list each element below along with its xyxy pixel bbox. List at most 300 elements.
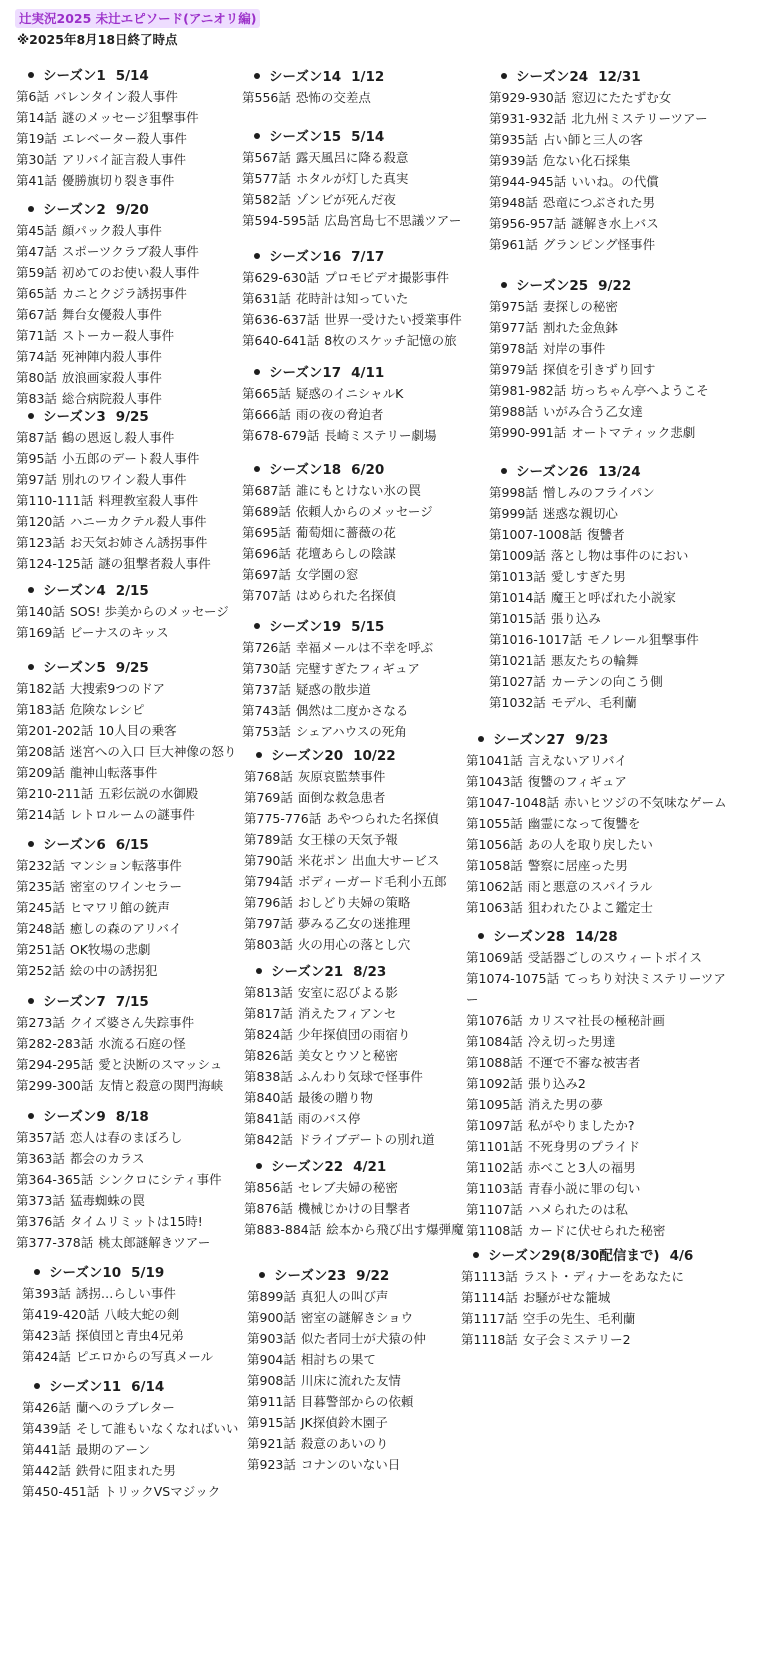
page-title: 辻実況2025 未辻エピソード(アニオリ編) [15,9,260,28]
episode-title: バレンタイン殺人事件 [53,89,178,104]
episode-title: 殺意のあいのり [300,1436,389,1451]
episode-title: 優勝旗切り裂き事件 [61,173,175,188]
episode-number: 第41話 [16,173,57,188]
season-block [16,200,246,409]
season-heading [242,247,472,267]
season-heading [22,1263,252,1283]
episode-number: 第856話 [244,1180,293,1195]
episode-title: プロモビデオ撮影事件 [324,270,449,285]
season-block [466,927,736,1241]
episode-row [16,678,246,699]
episode-row [466,968,736,1010]
bullet-icon [254,369,260,375]
episode-number: 第556話 [242,90,291,105]
episode-number: 第442話 [22,1463,71,1478]
season-heading [242,67,472,87]
episode-title: 誘拐…らしい事件 [75,1286,176,1301]
season-name: シーズン24 [516,69,589,85]
episode-title: 別れのワイン殺人事件 [61,472,187,487]
episode-number: 第1117話 [461,1311,518,1326]
episode-number: 第1062話 [466,879,523,894]
episode-row [489,608,729,629]
episode-title: 長崎ミステリー劇場 [324,428,437,443]
episode-row [466,1178,736,1199]
episode-row [16,304,246,325]
episode-number: 第252話 [16,963,65,978]
season-heading [489,462,729,482]
episode-row [247,1391,477,1412]
episode-number: 第423話 [22,1328,71,1343]
episode-number: 第14話 [16,110,57,125]
bullet-icon [473,1252,479,1258]
season-name: シーズン16 [269,249,342,265]
episode-title: 葡萄畑に薔薇の花 [295,525,396,540]
episode-title: SOS! 歩美からのメッセージ [69,604,229,619]
episode-number: 第939話 [489,153,538,168]
episode-number: 第357話 [16,1130,65,1145]
bullet-icon [501,282,507,288]
episode-number: 第120話 [16,514,65,529]
episode-row [16,699,246,720]
episode-title: 八岐大蛇の剣 [104,1307,180,1322]
episode-title: そして誰もいなくなればいい [75,1421,239,1436]
episode-title: 復讐のフィギュア [527,774,627,789]
episode-row [16,1054,246,1075]
episode-title: 落とし物は事件のにおい [550,548,689,563]
episode-title: 魔王と呼ばれた小説家 [550,590,676,605]
episode-number: 第439話 [22,1421,71,1436]
episode-row [466,750,766,771]
episode-number: 第775-776話 [244,811,322,826]
season-block [16,581,246,643]
episode-title: 火の用心の落とし穴 [297,937,411,952]
episode-title: ふんわり気球で怪事件 [297,1069,423,1084]
episode-number: 第232話 [16,858,65,873]
bullet-icon [478,933,484,939]
season-date: 4/21 [353,1159,387,1175]
season-name: シーズン10 [49,1265,122,1281]
episode-title: トリックVSマジック [104,1484,221,1499]
bullet-icon [28,841,34,847]
episode-row [244,1024,474,1045]
episode-title: 坊っちゃん亭へようこそ [571,383,709,398]
episode-number: 第797話 [244,916,293,931]
season-block [22,1263,252,1367]
episode-title: 大捜索9つのドア [69,681,165,696]
season-name: シーズン7 [43,994,106,1010]
season-heading [16,658,246,678]
episode-title: 目暮警部からの依頼 [300,1394,414,1409]
episode-title: 米花ポン 出血大サービス [297,853,440,868]
episode-row [242,87,472,108]
episode-number: 第83話 [16,391,57,406]
episode-number: 第282-283話 [16,1036,94,1051]
episode-number: 第245話 [16,900,65,915]
bullet-icon [256,1163,262,1169]
bullet-icon [501,468,507,474]
episode-row [16,283,246,304]
episode-title: 友情と殺意の関門海峡 [98,1078,224,1093]
episode-row [16,448,246,469]
episode-number: 第1088話 [466,1055,523,1070]
episode-number: 第6話 [16,89,49,104]
episode-row [489,587,729,608]
episode-title: 絵の中の誘拐犯 [69,963,158,978]
episode-title: 灰原哀監禁事件 [297,769,386,784]
episode-number: 第841話 [244,1111,293,1126]
episode-title: コナンのいない日 [300,1457,401,1472]
season-block [16,835,246,981]
episode-number: 第842話 [244,1132,293,1147]
episode-row [242,700,472,721]
episode-title: ラスト・ディナーをあなたに [522,1269,684,1284]
episode-row [247,1286,477,1307]
season-date: 5/15 [351,619,385,635]
season-name: シーズン15 [269,129,342,145]
episode-title: 危険なレシピ [69,702,145,717]
episode-number: 第1047-1048話 [466,795,560,810]
bullet-icon [34,1269,40,1275]
episode-number: 第911話 [247,1394,296,1409]
episode-number: 第441話 [22,1442,71,1457]
season-date: 9/20 [115,202,149,218]
episode-number: 第67話 [16,307,57,322]
season-block [16,658,246,825]
season-date: 2/15 [115,583,149,599]
season-block [244,746,474,955]
episode-row [244,982,474,1003]
season-block [244,962,474,1150]
bullet-icon [28,206,34,212]
episode-title: 女子会ミステリー2 [522,1332,631,1347]
episode-number: 第956-957話 [489,216,567,231]
bullet-icon [28,72,34,78]
episode-title: あやつられた名探偵 [326,811,439,826]
episode-number: 第201-202話 [16,723,94,738]
bullet-icon [256,752,262,758]
episode-title: マンション転落事件 [69,858,182,873]
episode-row [22,1439,252,1460]
bullet-icon [478,736,484,742]
episode-row [22,1283,252,1304]
episode-number: 第838話 [244,1069,293,1084]
episode-row [16,939,246,960]
episode-title: 五彩伝説の水御殿 [98,786,199,801]
episode-number: 第737話 [242,682,291,697]
episode-title: 面倒な救急患者 [297,790,386,805]
episode-row [16,220,246,241]
season-name: シーズン19 [269,619,342,635]
episode-title: 完璧すぎたフィギュア [295,661,420,676]
episode-row [461,1329,761,1350]
episode-title: 料理教室殺人事件 [98,493,199,508]
episode-row [242,658,472,679]
episode-title: 放浪画家殺人事件 [61,370,162,385]
episode-title: 誰にもとけない氷の罠 [295,483,421,498]
episode-row [16,346,246,367]
episode-title: スポーツクラブ殺人事件 [61,244,199,259]
episode-number: 第824話 [244,1027,293,1042]
episode-number: 第666話 [242,407,291,422]
episode-title: 初めてのお使い殺人事件 [61,265,200,280]
episode-number: 第840話 [244,1090,293,1105]
episode-title: 不運で不審な被害者 [527,1055,641,1070]
season-heading [466,730,766,750]
season-block [242,67,472,108]
episode-number: 第594-595話 [242,213,320,228]
episode-number: 第1114話 [461,1290,518,1305]
episode-row [16,1148,246,1169]
episode-row [466,1220,736,1241]
episode-row [244,1129,474,1150]
bullet-icon [28,413,34,419]
episode-title: 安室に忍びよる影 [297,985,398,1000]
episode-row [242,637,472,658]
episode-row [16,741,246,762]
episode-title: カーテンの向こう側 [550,674,663,689]
episode-title: ビーナスのキッス [69,625,169,640]
episode-row [489,545,729,566]
episode-number: 第1108話 [466,1223,523,1238]
episode-number: 第640-641話 [242,333,320,348]
episode-title: 機械じかけの目撃者 [297,1201,411,1216]
episode-title: ハニーカクテル殺人事件 [69,514,207,529]
episode-title: アリバイ証言殺人事件 [61,152,187,167]
episode-title: 妻探しの秘密 [542,299,618,314]
episode-row [461,1308,761,1329]
season-date: 10/22 [353,748,396,764]
episode-number: 第1021話 [489,653,546,668]
episode-row [247,1328,477,1349]
season-date: 4/11 [351,365,385,381]
episode-title: シンクロにシティ事件 [98,1172,222,1187]
episode-row [489,650,729,671]
episode-number: 第1118話 [461,1332,518,1347]
episode-row [16,622,246,643]
episode-title: 謎のメッセージ狙撃事件 [61,110,199,125]
episode-number: 第769話 [244,790,293,805]
episode-title: 探偵団と青虫4兄弟 [75,1328,184,1343]
episode-number: 第817話 [244,1006,293,1021]
episode-number: 第210-211話 [16,786,94,801]
episode-title: 恐竜につぶされた男 [542,195,656,210]
episode-row [489,338,729,359]
episode-number: 第689話 [242,504,291,519]
season-name: シーズン2 [43,202,106,218]
season-name: シーズン11 [49,1379,122,1395]
episode-title: カニとクジラ誘拐事件 [61,286,187,301]
bullet-icon [34,1383,40,1389]
season-date: 1/12 [351,69,385,85]
episode-row [242,288,472,309]
episode-number: 第364-365話 [16,1172,94,1187]
episode-row [247,1454,477,1475]
episode-row [247,1307,477,1328]
episode-title: 桃太郎謎解きツアー [98,1235,211,1250]
episode-row [242,267,472,288]
episode-row [242,522,472,543]
episode-row [489,317,729,338]
season-block [489,276,729,443]
episode-row [16,1232,246,1253]
season-date: 9/23 [575,732,609,748]
episode-row [244,1066,474,1087]
episode-row [242,425,472,446]
episode-title: 密室のワインセラー [69,879,182,894]
episode-number: 第1076話 [466,1013,523,1028]
season-date: 9/25 [115,660,149,676]
episode-number: 第1092話 [466,1076,523,1091]
episode-row [22,1460,252,1481]
episode-title: モノレール狙撃事件 [587,632,699,647]
episode-row [244,1045,474,1066]
bullet-icon [501,73,507,79]
episode-title: 癒しの森のアリバイ [69,921,182,936]
episode-row [489,129,729,150]
episode-row [466,897,766,918]
episode-number: 第990-991話 [489,425,567,440]
episode-row [466,1157,736,1178]
episode-number: 第1084話 [466,1034,523,1049]
episode-title: 依頼人からのメッセージ [295,504,433,519]
episode-row [16,804,246,825]
episode-title: 最後の贈り物 [297,1090,373,1105]
episode-number: 第695話 [242,525,291,540]
episode-number: 第979話 [489,362,538,377]
season-block [461,1246,761,1350]
episode-row [244,1108,474,1129]
episode-number: 第921話 [247,1436,296,1451]
episode-number: 第1113話 [461,1269,518,1284]
episode-number: 第768話 [244,769,293,784]
episode-number: 第65話 [16,286,57,301]
episode-title: 雨のバス停 [297,1111,361,1126]
episode-row [242,189,472,210]
season-heading [16,992,246,1012]
season-date: 5/19 [131,1265,165,1281]
episode-row [244,808,474,829]
episode-number: 第251話 [16,942,65,957]
episode-title: カリスマ社長の極秘計画 [527,1013,665,1028]
season-block [242,617,472,742]
episode-number: 第707話 [242,588,291,603]
episode-number: 第923話 [247,1457,296,1472]
season-block [242,460,472,606]
bullet-icon [254,73,260,79]
episode-title: 愛しすぎた男 [550,569,626,584]
episode-row [242,210,472,231]
episode-row [466,1115,736,1136]
episode-number: 第1058話 [466,858,523,873]
season-block [244,1157,474,1240]
episode-row [489,192,729,213]
season-block [16,1107,246,1253]
episode-row [242,721,472,742]
episode-title: 雨の夜の脅迫者 [295,407,384,422]
season-block [22,1377,252,1502]
episode-number: 第753話 [242,724,291,739]
episode-number: 第376話 [16,1214,65,1229]
episode-number: 第30話 [16,152,57,167]
episode-number: 第373話 [16,1193,65,1208]
season-name: シーズン23 [274,1268,347,1284]
episode-number: 第363話 [16,1151,65,1166]
episode-title: 広島宮島七不思議ツアー [324,213,462,228]
episode-number: 第577話 [242,171,291,186]
episode-title: 憎しみのフライパン [542,485,655,500]
episode-title: 死神陣内殺人事件 [61,349,162,364]
season-heading [16,581,246,601]
episode-row [244,871,474,892]
bullet-icon [28,1113,34,1119]
episode-number: 第1015話 [489,611,546,626]
episode-number: 第1095話 [466,1097,523,1112]
episode-number: 第631話 [242,291,291,306]
season-block [247,1266,477,1475]
episode-row [16,897,246,918]
episode-row [244,850,474,871]
episode-row [489,296,729,317]
episode-title: 探偵を引きずり回す [542,362,656,377]
episode-row [16,325,246,346]
episode-number: 第123話 [16,535,65,550]
season-heading [244,746,474,766]
episode-row [489,213,729,234]
episode-row [16,469,246,490]
episode-row [466,1094,736,1115]
episode-title: 対岸の事件 [542,341,606,356]
episode-row [489,524,729,545]
episode-number: 第900話 [247,1310,296,1325]
episode-title: 復讐者 [587,527,625,542]
episode-number: 第826話 [244,1048,293,1063]
episode-title: 総合病院殺人事件 [61,391,162,406]
episode-row [489,401,729,422]
episode-title: 雨と悪意のスパイラル [527,879,653,894]
episode-number: 第235話 [16,879,65,894]
episode-title: 都会のカラス [69,1151,145,1166]
episode-row [466,855,766,876]
episode-title: 恐怖の交差点 [295,90,371,105]
season-heading [242,127,472,147]
episode-number: 第975話 [489,299,538,314]
bullet-icon [254,133,260,139]
season-name: シーズン4 [43,583,106,599]
episode-title: 少年探偵団の雨宿り [297,1027,411,1042]
episode-row [16,960,246,981]
episode-title: 絵本から飛び出す爆弾魔 [326,1222,464,1237]
episode-title: 蘭へのラブレター [75,1400,175,1415]
episode-number: 第87話 [16,430,57,445]
episode-title: 似た者同士が犬猿の仲 [300,1331,426,1346]
episode-number: 第794話 [244,874,293,889]
episode-number: 第899話 [247,1289,296,1304]
episode-title: 美女とウソと秘密 [297,1048,398,1063]
episode-row [466,1073,736,1094]
episode-title: いいね。の代償 [571,174,659,189]
episode-number: 第1016-1017話 [489,632,583,647]
season-date: 6/20 [351,462,385,478]
episode-number: 第1032話 [489,695,546,710]
episode-title: 幽霊になって復讐を [527,816,641,831]
episode-row [242,383,472,404]
episode-number: 第299-300話 [16,1078,94,1093]
episode-title: 言えないアリバイ [527,753,627,768]
episode-row [247,1433,477,1454]
episode-title: 猛毒蜘蛛の罠 [69,1193,145,1208]
episode-number: 第59話 [16,265,57,280]
season-date: 6/15 [115,837,149,853]
